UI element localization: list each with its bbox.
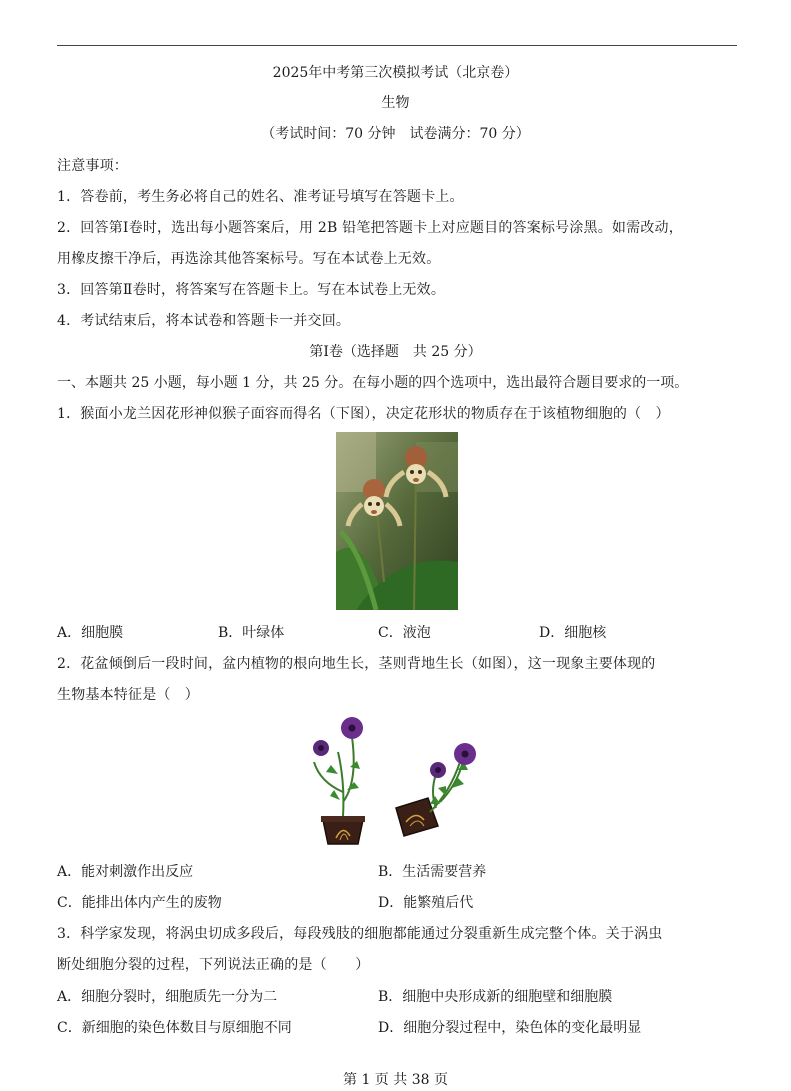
question-2-stem: 2．花盆倾倒后一段时间，盆内植物的根向地生长，茎则背地生长（如图），这一现象主要体现的 [57, 656, 656, 672]
section-title: 第Ⅰ卷（选择题 共 25 分） [309, 344, 482, 360]
page-number: 第 1 页 共 38 页 [343, 1072, 448, 1088]
header-rule [57, 45, 737, 46]
note-item: 4．考试结束后，将本试卷和答题卡一并交回。 [57, 313, 351, 329]
orchid-photo [336, 432, 458, 610]
q3-option-b: B．细胞中央形成新的细胞壁和细胞膜 [378, 989, 613, 1005]
exam-info: （考试时间：70 分钟 试卷满分：70 分） [261, 126, 530, 142]
q2-option-d: D．能繁殖后代 [378, 895, 474, 911]
note-item: 2．回答第Ⅰ卷时，选出每小题答案后，用 2B 铅笔把答题卡上对应题目的答案标号涂黑。如需改动， [57, 220, 683, 236]
tipped-pot-illustration [300, 712, 500, 852]
subject-title: 生物 [381, 95, 410, 111]
q2-option-b: B．生活需要营养 [378, 864, 487, 880]
note-item: 3．回答第Ⅱ卷时，将答案写在答题卡上。写在本试卷上无效。 [57, 282, 446, 298]
question-2-stem-cont: 生物基本特征是（ ） [57, 687, 199, 703]
q3-option-d: D．细胞分裂过程中，染色体的变化最明显 [378, 1020, 642, 1036]
q1-option-c: C．液泡 [378, 625, 431, 641]
note-item: 用橡皮擦干净后，再选涂其他答案标号。写在本试卷上无效。 [57, 251, 441, 267]
question-3-stem-cont: 断处细胞分裂的过程，下列说法正确的是（ ） [57, 957, 370, 973]
q3-option-c: C．新细胞的染色体数目与原细胞不同 [57, 1020, 292, 1036]
note-item: 1．答卷前，考生务必将自己的姓名、准考证号填写在答题卡上。 [57, 189, 464, 205]
q1-option-d: D．细胞核 [539, 625, 607, 641]
q1-option-a: A．细胞膜 [57, 625, 124, 641]
section-instruction: 一、本题共 25 小题，每小题 1 分，共 25 分。在每小题的四个选项中，选出最符合题目要求的一项。 [57, 375, 689, 391]
question-3-stem: 3．科学家发现，将涡虫切成多段后，每段残肢的细胞都能通过分裂重新生成完整个体。关于涡虫 [57, 926, 663, 942]
question-1-stem: 1．猴面小龙兰因花形神似猴子面容而得名（下图），决定花形状的物质存在于该植物细胞的（ ） [57, 406, 670, 422]
q2-option-c: C．能排出体内产生的废物 [57, 895, 222, 911]
q3-option-a: A．细胞分裂时，细胞质先一分为二 [57, 989, 278, 1005]
q2-option-a: A．能对刺激作出反应 [57, 864, 194, 880]
exam-title: 2025年中考第三次模拟考试（北京卷） [272, 65, 519, 81]
notes-heading: 注意事项： [57, 158, 128, 174]
q1-option-b: B．叶绿体 [218, 625, 285, 641]
